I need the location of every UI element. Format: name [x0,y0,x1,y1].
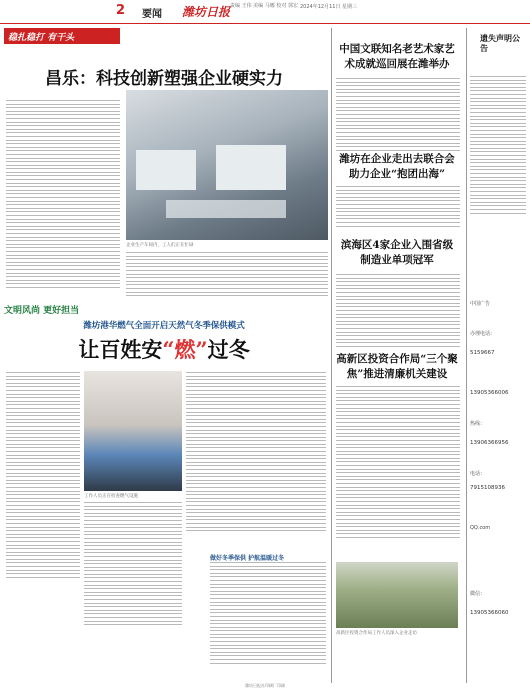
ads-number-3: 13906366956 [470,440,509,446]
ads-label-5: QQ.com [470,525,491,531]
lead-body-text-lower [126,252,328,299]
newspaper-logo: 潍坊日报 [182,5,231,19]
story2-body-bottom [84,502,182,628]
gas-worker-photo-caption: 工作人员正在检查燃气设施 [84,494,138,499]
story2-body-sub [210,562,326,666]
story2-kicker: 潍坊港华燃气全面开启天然气冬季保供模式 [83,321,245,331]
ads-number-4: 7915108936 [470,485,505,491]
lead-body-text [6,100,120,290]
ads-label-2: 办理电话： [470,331,496,337]
right-story-2-headline[interactable]: 潍坊在企业走出去联合会助力企业“抱团出海” [339,153,455,180]
factory-photo-caption: 企业生产车间内，工人们正在忙碌 [126,243,194,248]
story2-headline[interactable]: 让百姓安“燃”过冬 [78,337,250,362]
gas-worker-photo [84,371,182,491]
bottom-photo-caption: 高新区投资合作局工作人员深入企业走访 [336,631,417,636]
section-label: 文明风尚 更好担当 [4,306,80,316]
right-story-1-headline[interactable]: 中国文联知名老艺术家艺术成就巡回展在潍举办 [339,43,455,70]
ads-title: 遗失声明公告 [480,34,520,53]
right-story-1-body [336,78,460,153]
ads-number-1: 5159667 [470,350,495,356]
column-divider [331,28,332,683]
editor-credits: 责编 王伟 美编 马娜 校对 郭宏 [230,3,298,9]
ads-label-3: 热线： [470,421,486,427]
story2-body-mid [186,372,326,534]
lead-headline[interactable]: 昌乐：科技创新塑强企业硬实力 [45,69,283,89]
column-banner: 稳扎稳打 有干头 [4,28,120,44]
ads-label-1: 中国广告 [470,301,491,307]
bottom-photo [336,562,458,628]
right-story-3-body [336,274,460,349]
page-number: 2 [116,3,126,18]
ads-label-6: 微信： [470,591,486,597]
section-name: 要闻 [142,9,162,20]
right-story-4-headline[interactable]: 高新区投资合作局“三个聚焦”推进清廉机关建设 [336,353,458,380]
factory-photo [126,90,328,240]
right-story-4-body [336,386,460,541]
right-story-2-body [336,186,460,229]
ads-label-4: 电话： [470,471,486,477]
page-footer: 潍坊日报社印刷厂印刷 [245,683,285,688]
ads-number-2: 13905366006 [470,390,509,396]
right-story-3-headline[interactable]: 滨海区4家企业入围省级制造业单项冠军 [340,239,454,266]
story2-subheading: 做好冬季保供 护航温暖过冬 [210,555,285,562]
issue-date: 2024年12月11日 星期三 [300,4,358,10]
ads-number-5: 13905366060 [470,610,509,616]
page-header [0,0,530,24]
story2-body-left [6,372,80,580]
ads-text-top [470,76,526,216]
